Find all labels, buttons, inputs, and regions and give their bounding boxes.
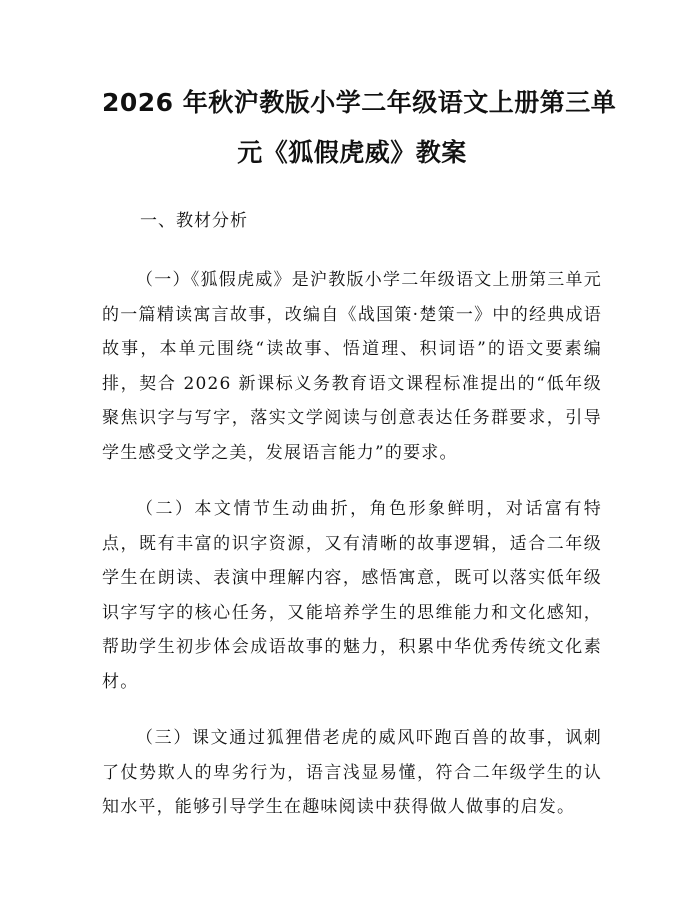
document-title [102,78,617,178]
paragraph-1: （一）《狐假虎威》是沪教版小学二年级语文上册第三单元的一篇精读寓言故事，改编自《战国策·楚策一》中的经典成语故事，本单元围绕“读故事、悟道理、积词语”的语文要素编排，契合 2026 新课标义务教育语文课程标准提出的“低年级聚焦识字与写字，落实文学阅读与创意表达任务群要求，引导学生感受文学之美，发展语言能力”的要求。 [102,270,602,463]
section-heading: 一、教材分析 [140,211,248,231]
document-title-line-1: 2026 年秋沪教版小学二年级语文上册第三单 [102,88,617,117]
paragraph-2: （二）本文情节生动曲折，角色形象鲜明，对话富有特点，既有丰富的识字资源，又有清晰的故事逻辑，适合二年级学生在朗读、表演中理解内容，感悟寓意，既可以落实低年级识字写字的核心任务，又能培养学生的思维能力和文化感知，帮助学生初步体会成语故事的魅力，积累中华优秀传统文化素材。 [102,499,602,692]
paragraph-3: （三）课文通过狐狸借老虎的威风吓跑百兽的故事，讽刺了仗势欺人的卑劣行为，语言浅显易懂，符合二年级学生的认知水平，能够引导学生在趣味阅读中获得做人做事的启发。 [102,728,602,817]
document-title-line-2: 元《狐假虎威》教案 [237,138,467,167]
